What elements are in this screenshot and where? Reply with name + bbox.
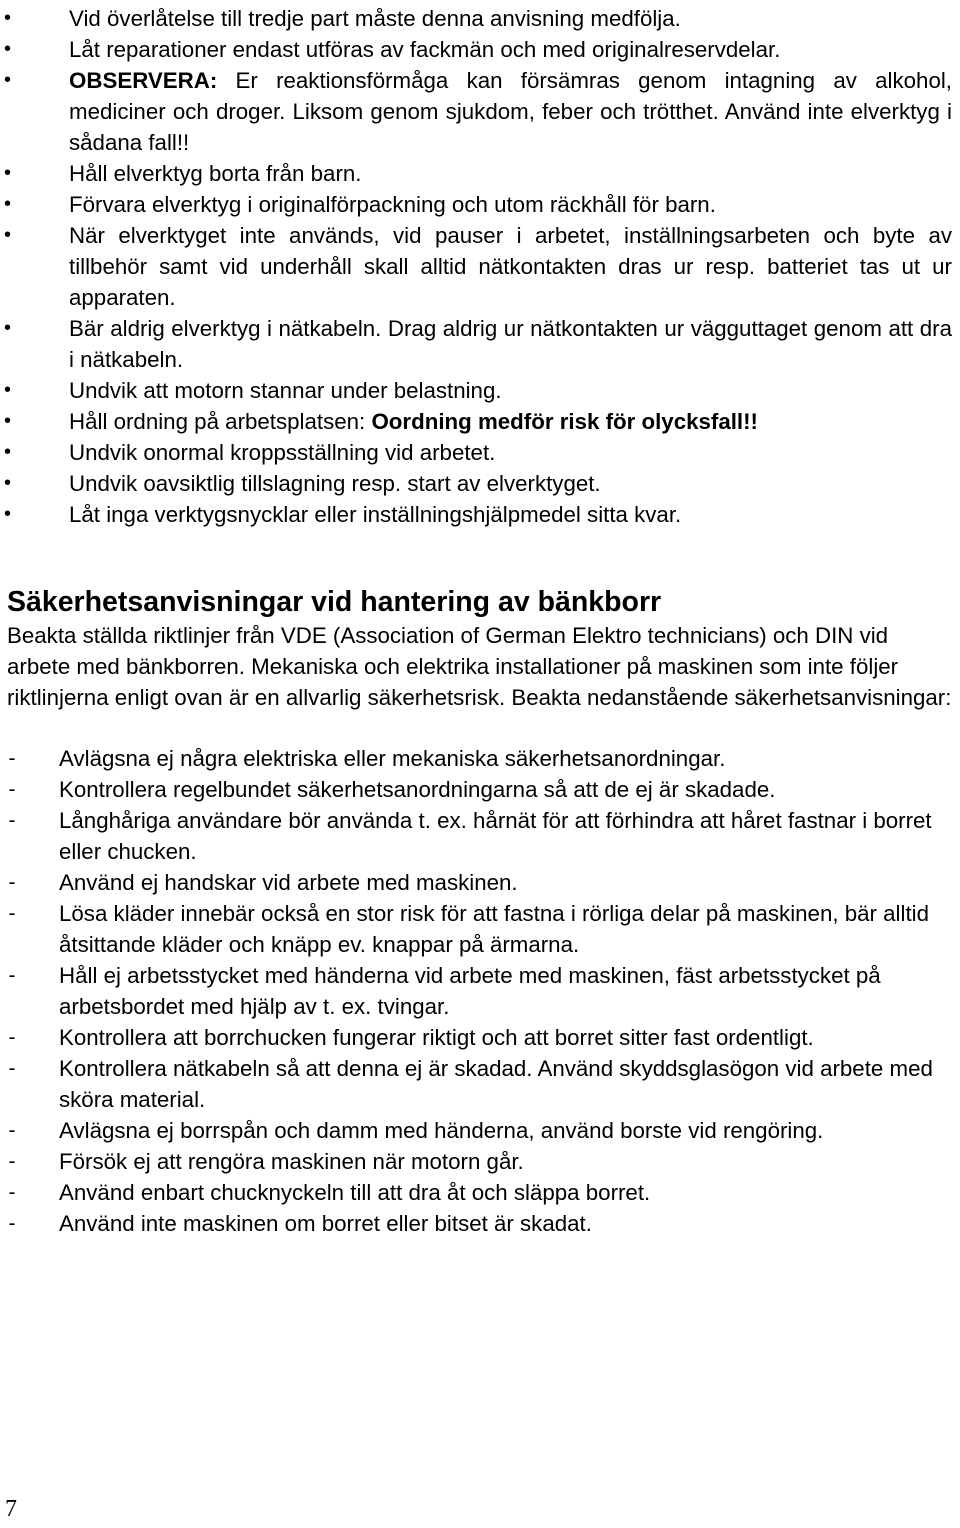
dash-marker: - [6, 1149, 19, 1173]
bullet-marker: • [4, 224, 12, 246]
bullet-text: När elverktyget inte används, vid pauser i arbetet, inställningsarbeten och byte av tillbehör samt vid underhåll skall alltid nätkontakten dras ur resp. batteriet tas ut ur apparaten. [69, 223, 952, 310]
dash-marker: - [6, 1211, 19, 1235]
dash-item [0, 898, 960, 960]
dash-text: Kontrollera regelbundet säkerhetsanordningarna så att de ej är skadade. [59, 777, 776, 802]
bullet-marker: • [4, 69, 12, 91]
dash-item [0, 1115, 960, 1146]
dash-text: Använd ej handskar vid arbete med maskinen. [59, 870, 518, 895]
dash-marker: - [6, 746, 19, 770]
dash-item [0, 805, 960, 867]
dash-text: Använd inte maskinen om borret eller bitset är skadat. [59, 1211, 592, 1236]
dash-item [0, 1146, 960, 1177]
dash-item [0, 1022, 960, 1053]
drill-safety-dash-list [0, 743, 960, 1239]
bullet-text: Förvara elverktyg i originalförpackning och utom räckhåll för barn. [69, 192, 716, 217]
dash-item [0, 1208, 960, 1239]
bullet-text: Er reaktionsförmåga kan försämras genom intagning av alkohol, mediciner och droger. Liksom genom sjukdom, feber och trötthet. Använd inte elverktyg i sådana fall!! [69, 68, 952, 155]
dash-marker: - [6, 901, 19, 925]
section-heading: Säkerhetsanvisningar vid hantering av bänkborr [7, 586, 662, 618]
bullet-text: Bär aldrig elverktyg i nätkabeln. Drag aldrig ur nätkontakten ur vägguttaget genom att dra i nätkabeln. [69, 316, 952, 372]
dash-marker: - [6, 870, 19, 894]
bullet-marker: • [4, 410, 12, 432]
dash-item [0, 960, 960, 1022]
bullet-text: Låt reparationer endast utföras av fackmän och med originalreservdelar. [69, 37, 781, 62]
bullet-text: Håll elverktyg borta från barn. [69, 161, 362, 186]
bullet-marker: • [4, 503, 12, 525]
dash-item [0, 867, 960, 898]
dash-text: Lösa kläder innebär också en stor risk för att fastna i rörliga delar på maskinen, bär alltid åtsittande kläder och knäpp ev. knappar på ärmarna. [59, 901, 930, 957]
bullet-item [0, 437, 960, 468]
dash-text: Kontrollera att borrchucken fungerar riktigt och att borret sitter fast ordentligt. [59, 1025, 814, 1050]
dash-item [0, 1053, 960, 1115]
general-safety-bullet-list [0, 3, 960, 530]
page-number: 7 [5, 1496, 17, 1522]
dash-text: Avlägsna ej borrspån och damm med händerna, använd borste vid rengöring. [59, 1118, 824, 1143]
dash-marker: - [6, 1056, 19, 1080]
bullet-text: Undvik oavsiktlig tillslagning resp. start av elverktyget. [69, 471, 601, 496]
bullet-item [0, 499, 960, 530]
bullet-item [0, 468, 960, 499]
dash-text: Långhåriga användare bör använda t. ex. hårnät för att förhindra att håret fastnar i borret eller chucken. [59, 808, 932, 864]
bullet-marker: • [4, 193, 12, 215]
bullet-item [0, 189, 960, 220]
bullet-marker: • [4, 317, 12, 339]
bullet-text: Håll ordning på arbetsplatsen: [69, 409, 372, 434]
bullet-marker: • [4, 379, 12, 401]
bullet-item [0, 375, 960, 406]
warning-label: OBSERVERA: [69, 68, 218, 93]
dash-text: Försök ej att rengöra maskinen när motorn går. [59, 1149, 524, 1174]
bullet-item [0, 158, 960, 189]
dash-text: Håll ej arbetsstycket med händerna vid arbete med maskinen, fäst arbetsstycket på arbetsbordet med hjälp av t. ex. tvingar. [59, 963, 881, 1019]
section-intro-paragraph: Beakta ställda riktlinjer från VDE (Association of German Elektro technicians) och DIN vid arbete med bänkborren. Mekaniska och elektrika installationer på maskinen som inte följer riktlinjerna enligt ovan är en allvarlig säkerhetsrisk. Beakta nedanstående säkerhetsanvisningar: [7, 623, 952, 710]
dash-item [0, 774, 960, 805]
bullet-item [0, 313, 960, 375]
bullet-text: Låt inga verktygsnycklar eller inställningshjälpmedel sitta kvar. [69, 502, 682, 527]
dash-marker: - [6, 777, 19, 801]
bullet-item [0, 220, 960, 313]
dash-text: Avlägsna ej några elektriska eller mekaniska säkerhetsanordningar. [59, 746, 726, 771]
bullet-item [0, 34, 960, 65]
bullet-marker: • [4, 441, 12, 463]
dash-text: Använd enbart chucknyckeln till att dra åt och släppa borret. [59, 1180, 651, 1205]
bullet-item [0, 65, 960, 158]
dash-item [0, 1177, 960, 1208]
bullet-text: Undvik att motorn stannar under belastning. [69, 378, 502, 403]
bullet-text: Vid överlåtelse till tredje part måste denna anvisning medfölja. [69, 6, 681, 31]
bullet-item [0, 406, 960, 437]
dash-marker: - [6, 963, 19, 987]
dash-marker: - [6, 1025, 19, 1049]
bullet-marker: • [4, 38, 12, 60]
bullet-marker: • [4, 162, 12, 184]
dash-item [0, 743, 960, 774]
bullet-text: Undvik onormal kroppsställning vid arbetet. [69, 440, 496, 465]
dash-marker: - [6, 1118, 19, 1142]
bullet-marker: • [4, 472, 12, 494]
emphasis-text: Oordning medför risk för olycksfall!! [371, 409, 758, 434]
bullet-item [0, 3, 960, 34]
dash-marker: - [6, 1180, 19, 1204]
bullet-marker: • [4, 7, 12, 29]
dash-marker: - [6, 808, 19, 832]
dash-text: Kontrollera nätkabeln så att denna ej är skadad. Använd skyddsglasögon vid arbete med sköra material. [59, 1056, 933, 1112]
